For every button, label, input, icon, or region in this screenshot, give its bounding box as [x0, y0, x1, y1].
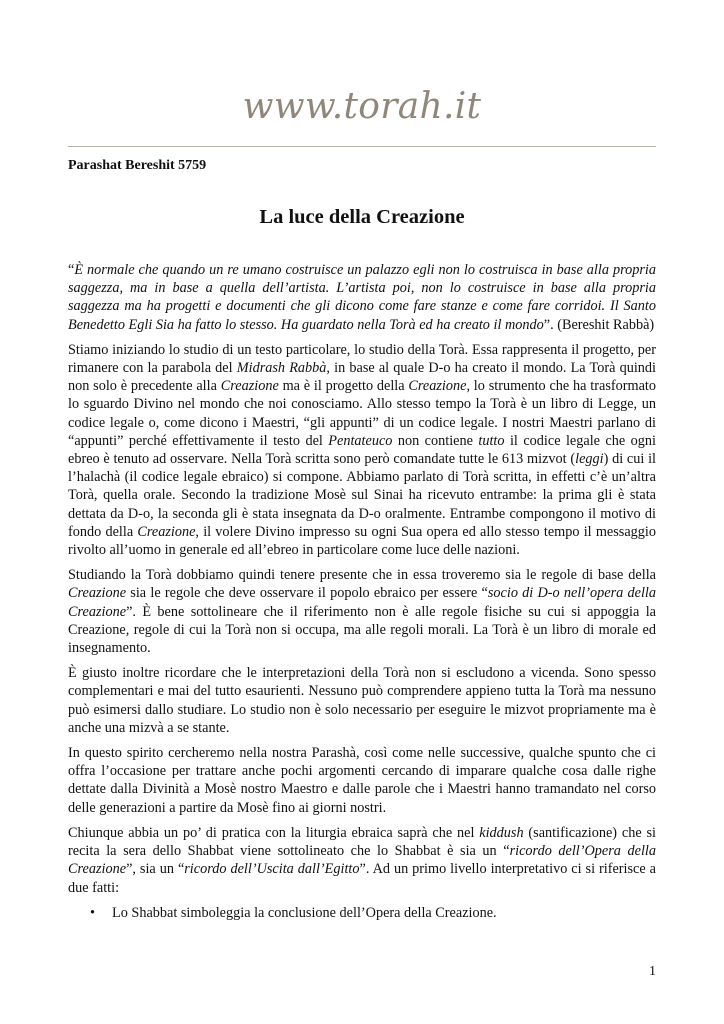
parasha-label: Parashat Bereshit 5759 [68, 158, 207, 173]
article-body [68, 261, 656, 922]
document-title: La luce della Creazione [259, 206, 465, 228]
paragraph-4: In questo spirito cercheremo nella nostra Parashà, così come nelle successive, qualche spunto che ci offra l’occasione per trattare anche pochi argomenti cercando di imparare qualche cosa dalle righe dettate dalla Divinità a Mosè nostro Maestro e dalle parole che i Maestri hanno tramandato nel corso delle generazioni a partire da Mosè fino ai giorni nostri. [68, 745, 656, 816]
bullet-icon: • [90, 904, 95, 921]
paragraph-5: Chiunque abbia un po’ di pratica con la liturgia ebraica saprà che nel kiddush (santificazione) che si recita la sera dello Shabbat viene sottolineato che lo Shabbat è sia un “ricordo dell’Opera della Creazione”, sia un “ricordo dell’Uscita dall’Egitto”. Ad un primo livello interpretativo ci si riferisce a due fatti: [68, 824, 656, 896]
paragraph-3: È giusto inoltre ricordare che le interpretazioni della Torà non si escludono a vicenda. Sono spesso complementari e mai del tutto esaurienti. Nessuno può comprendere appieno tutta la Torà ma nessuno può esimersi dallo studiare. Lo studio non è solo necessario per eseguire le mizvot propriamente ma è anche una mizvà a se stante. [68, 665, 656, 736]
header-divider [68, 146, 656, 147]
bullet-list [68, 904, 656, 922]
paragraph-2: Studiando la Torà dobbiamo quindi tenere presente che in essa troveremo sia le regole di base della Creazione sia le regole che deve osservare il popolo ebraico per essere “socio di D-o nell’opera della Creazione”. È bene sottolineare che il riferimento non è alle regole fisiche su cui si appoggia la Creazione, regole di cui la Torà non si occupa, ma alle regoli morali. La Torà è un libro di morale ed insegnamento. [68, 567, 656, 657]
site-title: www.torah.it [242, 86, 482, 127]
paragraph-1: Stiamo iniziando lo studio di un testo particolare, lo studio della Torà. Essa rappresenta il progetto, per rimanere con la parabola del Midrash Rabbà, in base al quale D-o ha creato il mondo. La Torà quindi non solo è precedente alla Creazione ma è il progetto della Creazione, lo strumento che ha trasformato lo sguardo Divino nel mondo che noi conosciamo. Allo stesso tempo la Torà è un libro di Legge, un codice legale o, come dicono i Maestri, “gli appunti” di un codice legale. I nostri Maestri parlano di “appunti” perché effettivamente il testo del Pentateuco non contiene tutto il codice legale che ogni ebreo è tenuto ad osservare. Nella Torà scritta sono però comandate tutte le 613 mizvot (leggi) di cui il l’halachà (il codice legale ebraico) si compone. Abbiamo parlato di Torà scritta, in effetti c’è un’altra Torà, quella orale. Secondo la tradizione Mosè sul Sinai ha ricevuto entrambe: la prima gli è stata dettata da D-o, la seconda gli è stata insegnata da D-o oralmente. Entrambe compongono il motivo di fondo della Creazione, il volere Divino impresso su ogni Sua opera ed allo stesso tempo il messaggio rivolto all’uomo in generale ed all’ebreo in particolare come luce delle nazioni. [68, 341, 657, 559]
quote-paragraph: “È normale che quando un re umano costruisce un palazzo egli non lo costruisca in base alla propria saggezza, ma in base a quella dell’artista. L’artista poi, non lo costruisce in base alla propria saggezza ma ha progetti e documenti che gli dicono come fare stanze e come fare corridoi. Il Santo Benedetto Egli Sia ha fatto lo stesso. Ha guardato nella Torà ed ha creato il mondo”. (Bereshit Rabbà) [68, 262, 656, 333]
page-number: 1 [649, 964, 656, 979]
list-item: • Lo Shabbat simboleggia la conclusione dell’Opera della Creazione. [90, 904, 497, 921]
